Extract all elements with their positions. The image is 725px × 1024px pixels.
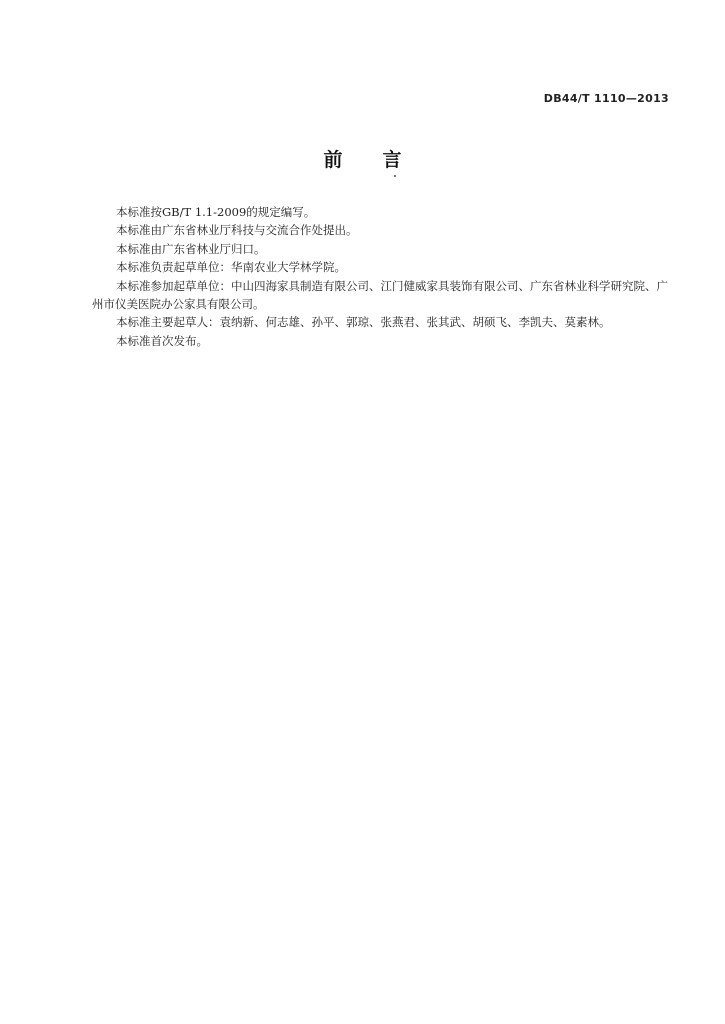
paragraph-first-release: 本标准首次发布。 bbox=[116, 333, 208, 348]
paragraph-proposer: 本标准由广东省林业厅科技与交流合作处提出。 bbox=[116, 223, 358, 238]
paragraph-participating-drafters: 本标准参加起草单位：中山四海家具制造有限公司、江门健威家具装饰有限公司、广东省林业科学研究院、广州市仪美医院办公家具有限公司。 bbox=[92, 278, 668, 312]
title-char-1: 前 bbox=[323, 149, 343, 171]
paragraph-drafting-rule: 本标准按GB/T 1.1-2009的规定编写。 bbox=[116, 205, 316, 219]
title-char-2: 言 bbox=[382, 149, 402, 171]
document-code: DB44/T 1110—2013 bbox=[543, 92, 669, 105]
foreword-body bbox=[92, 203, 672, 350]
paragraph-main-drafters: 本标准主要起草人：袁纳新、何志雄、孙平、郭琼、张燕君、张其武、胡硕飞、李凯夫、莫素林。 bbox=[116, 315, 611, 330]
scan-dot bbox=[394, 175, 396, 177]
paragraph-lead-drafter: 本标准负责起草单位：华南农业大学林学院。 bbox=[116, 260, 346, 275]
paragraph-administrator: 本标准由广东省林业厅归口。 bbox=[116, 241, 266, 256]
page-title bbox=[0, 145, 725, 172]
